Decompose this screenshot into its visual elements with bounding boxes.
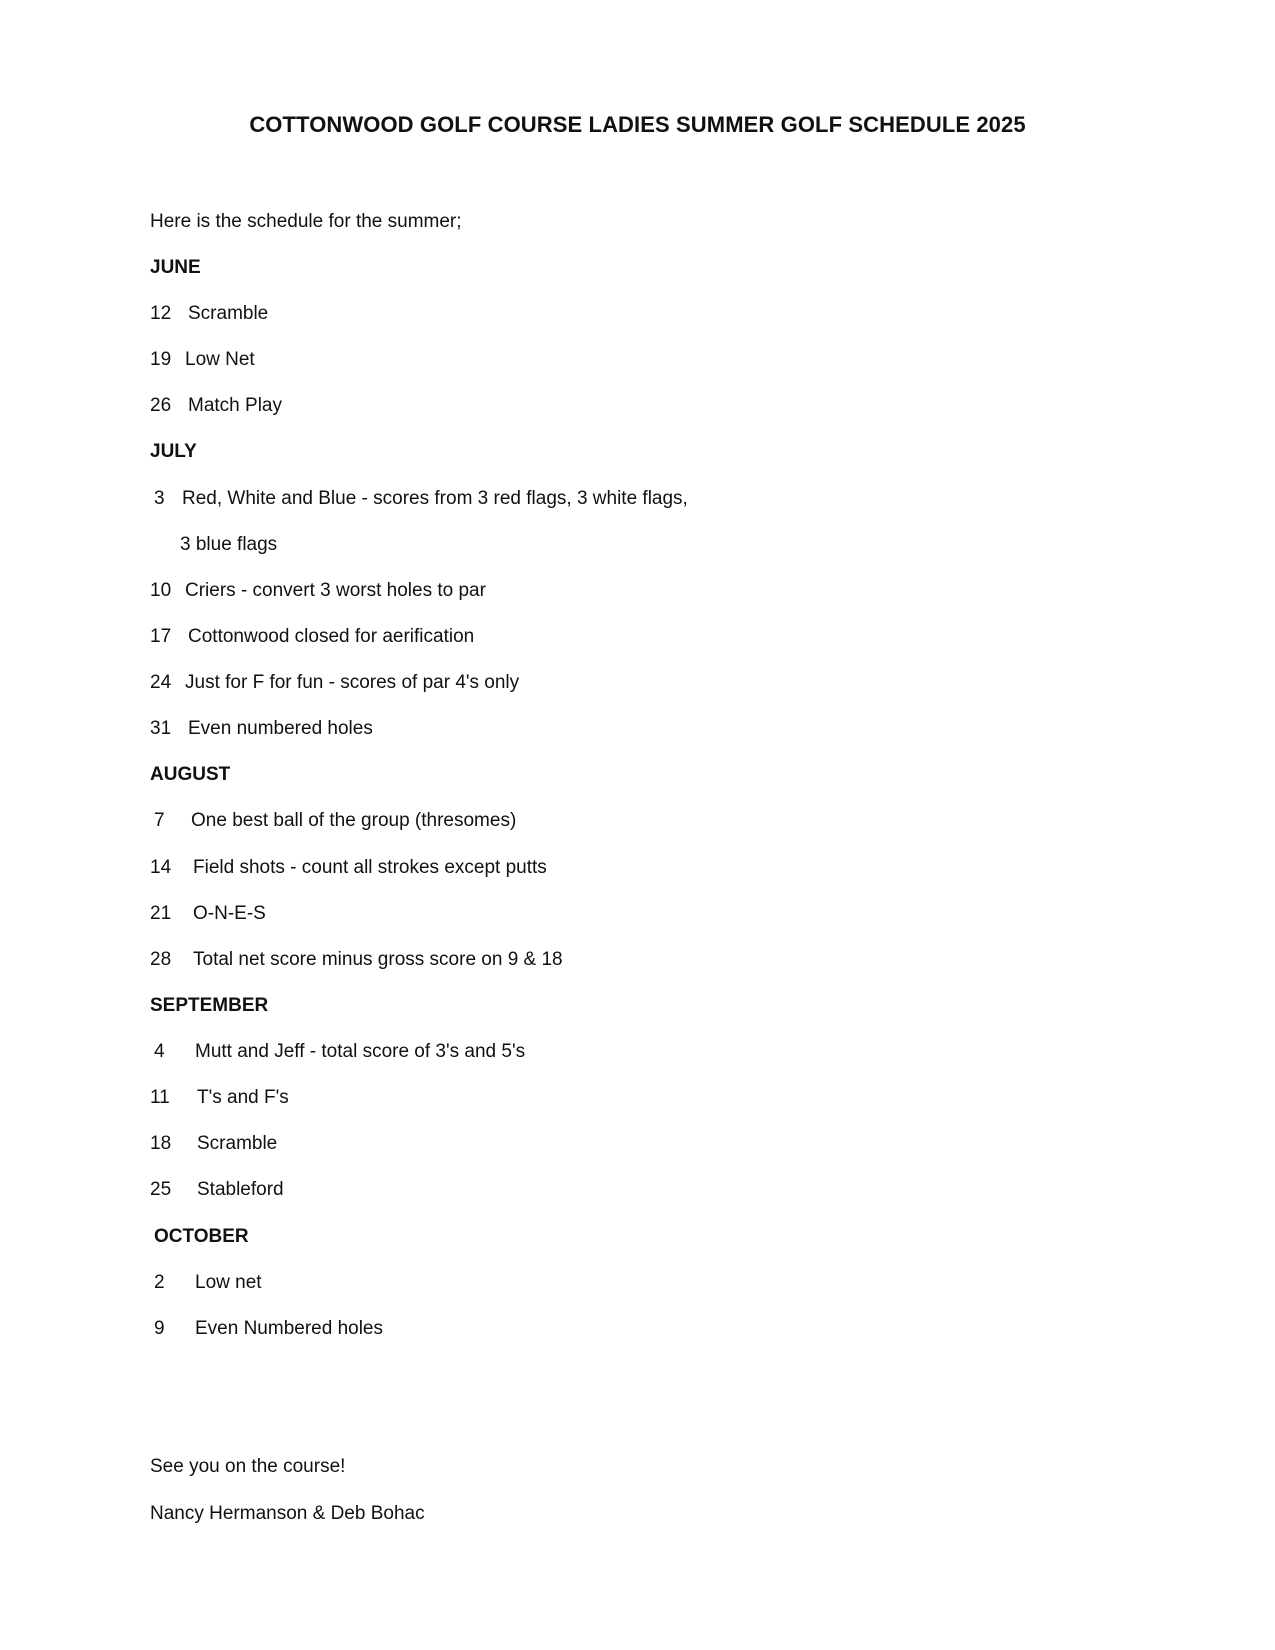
- schedule-entry: [150, 809, 517, 833]
- entry-day: 7: [154, 810, 165, 831]
- schedule-entry: [150, 487, 688, 511]
- entry-day: 4: [154, 1041, 165, 1062]
- page-title: COTTONWOOD GOLF COURSE LADIES SUMMER GOLF SCHEDULE 2025: [249, 112, 1026, 137]
- entry-text: Field shots - count all strokes except putts: [193, 857, 547, 878]
- entry-continuation: 3 blue flags: [180, 534, 278, 555]
- schedule-entry: [150, 394, 282, 418]
- schedule-entry: [150, 948, 563, 972]
- entry-text: Low net: [195, 1272, 262, 1293]
- entry-text: Criers - convert 3 worst holes to par: [185, 580, 486, 601]
- entry-day: 12: [150, 303, 172, 324]
- schedule-entry: [150, 348, 255, 372]
- month-heading-august: AUGUST: [150, 764, 231, 785]
- month-heading-october: OCTOBER: [154, 1226, 249, 1247]
- entry-day: 2: [154, 1272, 165, 1293]
- intro-text: Here is the schedule for the summer;: [150, 211, 462, 232]
- entry-text: Even Numbered holes: [195, 1318, 383, 1339]
- entry-text: Cottonwood closed for aerification: [188, 626, 475, 647]
- entry-text: Scramble: [188, 303, 269, 324]
- entry-text: Mutt and Jeff - total score of 3's and 5's: [195, 1041, 526, 1062]
- entry-text: Red, White and Blue - scores from 3 red flags, 3 white flags,: [182, 488, 688, 509]
- schedule-entry: [150, 717, 373, 741]
- month-heading-july: JULY: [150, 441, 197, 462]
- entry-text: Just for F for fun - scores of par 4's only: [185, 672, 520, 693]
- entry-text: Scramble: [197, 1133, 278, 1154]
- entry-day: 24: [150, 672, 172, 693]
- schedule-entry: [150, 902, 266, 926]
- entry-text: T's and F's: [197, 1087, 289, 1108]
- schedule-entry: [150, 1086, 289, 1110]
- entry-day: 9: [154, 1318, 165, 1339]
- month-heading-june: JUNE: [150, 257, 201, 278]
- entry-day: 25: [150, 1179, 172, 1200]
- entry-day: 28: [150, 949, 172, 970]
- schedule-entry: [150, 579, 486, 603]
- schedule-entry: [150, 1040, 526, 1064]
- entry-day: 17: [150, 626, 172, 647]
- schedule-entry: [150, 1132, 278, 1156]
- entry-text: Low Net: [185, 349, 255, 370]
- entry-day: 14: [150, 857, 172, 878]
- schedule-entry: [150, 856, 547, 880]
- closing-text: See you on the course!: [150, 1456, 346, 1477]
- entry-day: 3: [154, 488, 165, 509]
- entry-day: 18: [150, 1133, 172, 1154]
- entry-day: 21: [150, 903, 172, 924]
- signature: Nancy Hermanson & Deb Bohac: [150, 1503, 425, 1524]
- entry-text: One best ball of the group (thresomes): [191, 810, 517, 831]
- month-heading-september: SEPTEMBER: [150, 995, 269, 1016]
- entry-day: 31: [150, 718, 172, 739]
- entry-text: O-N-E-S: [193, 903, 266, 924]
- schedule-entry: [150, 1271, 262, 1295]
- entry-text: Total net score minus gross score on 9 & 18: [193, 949, 563, 970]
- schedule-entry: [150, 625, 475, 649]
- schedule-entry: [150, 302, 269, 326]
- entry-text: Stableford: [197, 1179, 284, 1200]
- entry-day: 19: [150, 349, 172, 370]
- schedule-entry: [150, 1317, 383, 1341]
- entry-day: 26: [150, 395, 172, 416]
- entry-day: 11: [150, 1087, 170, 1108]
- schedule-entry: [150, 671, 520, 695]
- schedule-entry: [150, 1178, 284, 1202]
- entry-text: Even numbered holes: [188, 718, 373, 739]
- entry-text: Match Play: [188, 395, 282, 416]
- entry-day: 10: [150, 580, 172, 601]
